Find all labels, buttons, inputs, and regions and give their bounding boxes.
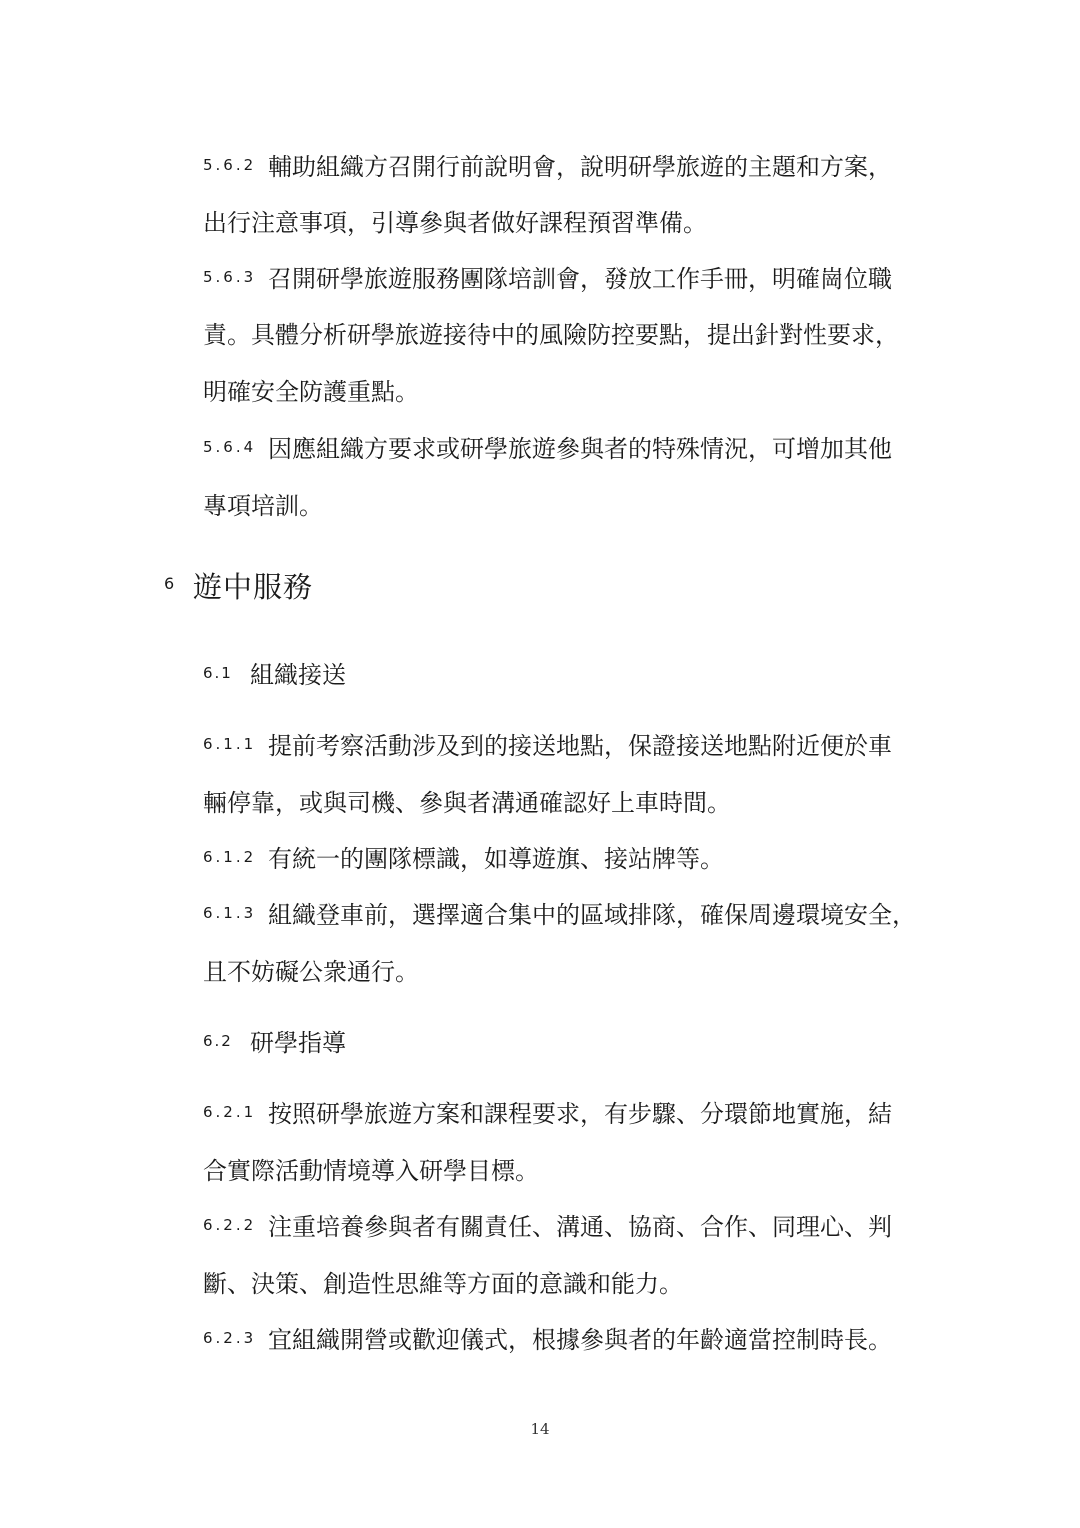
subsection-title: 組織接送 [250,661,346,689]
clause-text-line: 輔助組織方召開行前說明會，說明研學旅遊的主題和方案， [268,153,892,181]
clause-text-line: 召開研學旅遊服務團隊培訓會，發放工作手冊，明確崗位職 [268,265,892,293]
clause-text-line: 提前考察活動涉及到的接送地點，保證接送地點附近便於車 [268,732,892,760]
clause-text-line: 斷、決策、創造性思維等方面的意識和能力。 [203,1270,683,1298]
clause-number: 6.2.2 [203,1216,257,1234]
clause-number: 6.1.3 [203,904,257,922]
clause-number: 6.1.2 [203,848,257,866]
clause-text-line: 出行注意事項，引導參與者做好課程預習準備。 [203,209,707,237]
clause-text-line: 合實際活動情境導入研學目標。 [203,1157,539,1185]
clause-number: 6.1.1 [203,735,257,753]
subsection-number: 6.1 [203,664,233,682]
clause-text-line: 輛停靠，或與司機、參與者溝通確認好上車時間。 [203,789,731,817]
clause-text-line: 且不妨礙公衆通行。 [203,958,419,986]
subsection-title: 研學指導 [250,1029,346,1057]
section-number: 6 [164,574,175,593]
page-number: 14 [530,1420,550,1438]
clause-text-line: 有統一的團隊標識，如導遊旗、接站牌等。 [268,845,724,873]
subsection-number: 6.2 [203,1032,233,1050]
clause-number: 6.2.3 [203,1329,257,1347]
clause-text-line: 注重培養參與者有關責任、溝通、協商、合作、同理心、判 [268,1213,892,1241]
clause-number: 5.6.4 [203,438,257,456]
clause-number: 5.6.3 [203,268,257,286]
clause-text-line: 宜組織開營或歡迎儀式，根據參與者的年齡適當控制時長。 [268,1326,892,1354]
clause-number: 6.2.1 [203,1103,257,1121]
clause-text-line: 專項培訓。 [203,492,323,520]
clause-text-line: 責。具體分析研學旅遊接待中的風險防控要點，提出針對性要求， [203,321,899,349]
clause-text-line: 明確安全防護重點。 [203,378,419,406]
clause-number: 5.6.2 [203,156,257,174]
clause-text-line: 按照研學旅遊方案和課程要求，有步驟、分環節地實施，結 [268,1100,892,1128]
clause-text-line: 因應組織方要求或研學旅遊參與者的特殊情況，可增加其他 [268,435,892,463]
section-title: 遊中服務 [193,570,314,604]
clause-text-line: 組織登車前，選擇適合集中的區域排隊，確保周邊環境安全， [268,901,916,929]
